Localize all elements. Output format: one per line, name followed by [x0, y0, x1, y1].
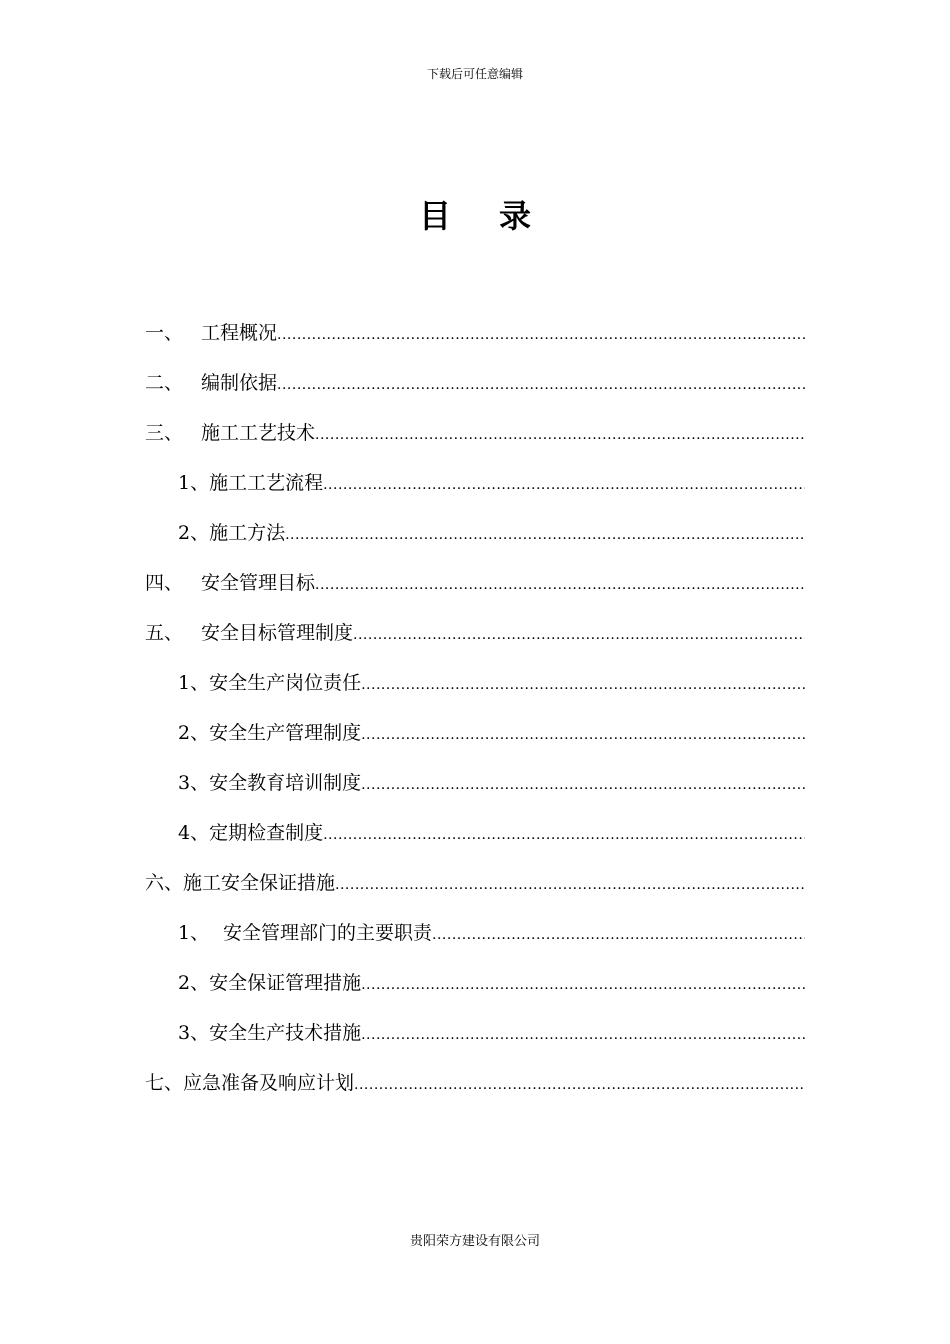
dot-leader [315, 563, 805, 607]
table-of-contents [145, 311, 805, 1111]
toc-entry-5[interactable] [145, 611, 805, 661]
page-title: 目录 [418, 197, 579, 235]
dot-leader [277, 313, 805, 357]
dot-leader [432, 913, 805, 957]
toc-number: 四、 [145, 572, 184, 594]
toc-label: 施工安全保证措施 [183, 872, 336, 894]
toc-label: 编制依据 [201, 372, 278, 394]
dot-leader [361, 963, 805, 1007]
toc-entry-5-3[interactable] [145, 761, 805, 811]
toc-label: 安全生产岗位责任 [209, 672, 362, 694]
toc-label: 施工工艺技术 [201, 422, 316, 444]
toc-entry-5-1[interactable] [145, 661, 805, 711]
toc-label: 安全管理目标 [201, 572, 316, 594]
toc-number: 五、 [145, 622, 184, 644]
toc-label: 应急准备及响应计划 [183, 1072, 355, 1094]
toc-entry-3-2[interactable] [145, 511, 805, 561]
dot-leader [323, 463, 805, 507]
toc-label: 施工工艺流程 [209, 472, 324, 494]
toc-entry-6-3[interactable] [145, 1011, 805, 1061]
dot-leader [315, 413, 805, 457]
toc-entry-1[interactable] [145, 311, 805, 361]
toc-label: 工程概况 [201, 322, 278, 344]
toc-number: 三、 [145, 422, 184, 444]
toc-entry-7[interactable] [145, 1061, 805, 1111]
header-note: 下载后可任意编辑 [426, 67, 523, 81]
toc-number: 2、 [178, 722, 210, 744]
dot-leader [277, 363, 805, 407]
toc-entry-6[interactable] [145, 861, 805, 911]
toc-label: 安全目标管理制度 [201, 622, 354, 644]
toc-label: 定期检查制度 [209, 822, 324, 844]
toc-entry-5-2[interactable] [145, 711, 805, 761]
toc-entry-6-2[interactable] [145, 961, 805, 1011]
toc-number: 1、 [178, 922, 210, 944]
toc-label: 安全管理部门的主要职责 [223, 922, 433, 944]
toc-number: 一、 [145, 322, 184, 344]
toc-label: 安全保证管理措施 [209, 972, 362, 994]
dot-leader [323, 813, 805, 857]
toc-label: 安全生产技术措施 [209, 1022, 362, 1044]
dot-leader [361, 713, 805, 757]
toc-number: 3、 [178, 772, 210, 794]
toc-number: 1、 [178, 672, 210, 694]
toc-entry-3-1[interactable] [145, 461, 805, 511]
toc-number: 七、 [145, 1072, 184, 1094]
dot-leader [353, 613, 805, 657]
toc-label: 安全生产管理制度 [209, 722, 362, 744]
dot-leader [361, 763, 805, 807]
toc-number: 4、 [178, 822, 210, 844]
toc-number: 2、 [178, 522, 210, 544]
dot-leader [354, 1063, 805, 1107]
dot-leader [361, 663, 805, 707]
toc-entry-4[interactable] [145, 561, 805, 611]
toc-label: 安全教育培训制度 [209, 772, 362, 794]
toc-number: 3、 [178, 1022, 210, 1044]
toc-label: 施工方法 [209, 522, 286, 544]
footer-company: 贵阳荣方建设有限公司 [409, 1234, 540, 1249]
toc-number: 六、 [145, 872, 184, 894]
dot-leader [335, 863, 805, 907]
dot-leader [361, 1013, 805, 1057]
toc-entry-3[interactable] [145, 411, 805, 461]
toc-entry-5-4[interactable] [145, 811, 805, 861]
toc-entry-2[interactable] [145, 361, 805, 411]
toc-number: 二、 [145, 372, 184, 394]
toc-number: 2、 [178, 972, 210, 994]
dot-leader [285, 513, 805, 557]
toc-entry-6-1[interactable] [145, 911, 805, 961]
toc-number: 1、 [178, 472, 210, 494]
